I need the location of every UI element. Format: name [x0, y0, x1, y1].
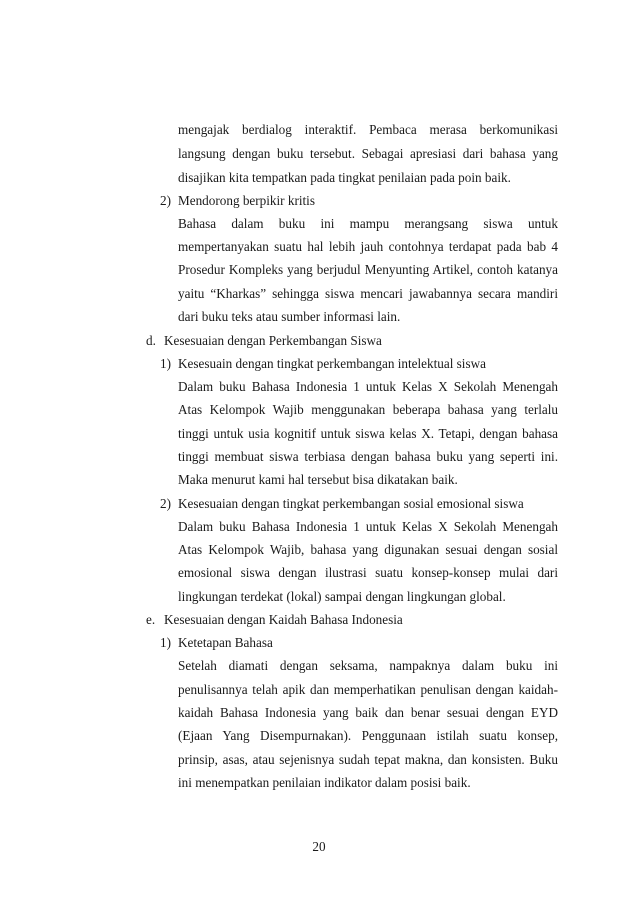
list-item-heading: [160, 495, 524, 513]
section-heading: [146, 332, 382, 350]
section-letter: d.: [146, 333, 156, 348]
list-number: 1): [160, 356, 171, 371]
paragraph-line: Prosedur Kompleks yang berjudul Menyunting Artikel, contoh katanya: [178, 262, 558, 277]
paragraph-line: Atas Kelompok Wajib, bahasa yang digunakan sesuai dengan sosial: [178, 542, 558, 557]
paragraph-line: langsung dengan buku tersebut. Sebagai apresiasi dari bahasa yang: [178, 146, 558, 161]
section-title: Kesesuaian dengan Kaidah Bahasa Indonesia: [164, 612, 403, 627]
section-letter: e.: [146, 612, 156, 627]
paragraph-line: Dalam buku Bahasa Indonesia 1 untuk Kelas X Sekolah Menengah: [178, 379, 558, 394]
list-item-heading: [160, 634, 273, 652]
paragraph-line: Dalam buku Bahasa Indonesia 1 untuk Kelas X Sekolah Menengah: [178, 519, 558, 534]
list-number: 2): [160, 193, 171, 208]
paragraph-line: dari buku teks atau sumber informasi lain.: [178, 309, 401, 324]
paragraph-line: prinsip, asas, atau sejenisnya sudah tepat makna, dan konsisten. Buku: [178, 752, 558, 767]
paragraph-line: tinggi membuat siswa terbiasa dengan bahasa buku yang seperti ini.: [178, 449, 558, 464]
list-item-title: Kesesuain dengan tingkat perkembangan intelektual siswa: [178, 356, 486, 371]
list-item-heading: [160, 192, 315, 210]
list-number: 1): [160, 635, 171, 650]
paragraph-line: kaidah Bahasa Indonesia yang baik dan benar sesuai dengan EYD: [178, 705, 558, 720]
paragraph-line: penulisannya telah apik dan memperhatikan penulisan dengan kaidah-: [178, 682, 558, 697]
list-number: 2): [160, 496, 171, 511]
paragraph-line: Bahasa dalam buku ini mampu merangsang siswa untuk: [178, 216, 558, 231]
paragraph-line: ini menempatkan penilaian indikator dalam posisi baik.: [178, 775, 471, 790]
paragraph-line: Maka menurut kami hal tersebut bisa dikatakan baik.: [178, 472, 458, 487]
paragraph-line: Setelah diamati dengan seksama, nampaknya dalam buku ini: [178, 658, 558, 673]
list-item-title: Kesesuaian dengan tingkat perkembangan sosial emosional siswa: [178, 496, 524, 511]
paragraph-line: lingkungan terdekat (lokal) sampai dengan lingkungan global.: [178, 589, 506, 604]
paragraph-line: (Ejaan Yang Disempurnakan). Penggunaan istilah suatu konsep,: [178, 728, 558, 743]
paragraph-line: mempertanyakan suatu hal lebih jauh contohnya terdapat pada bab 4: [178, 239, 558, 254]
paragraph-line: emosional siswa dengan ilustrasi suatu konsep-konsep mulai dari: [178, 565, 558, 580]
section-heading: [146, 611, 403, 629]
paragraph-line: disajikan kita tempatkan pada tingkat penilaian pada poin baik.: [178, 170, 511, 185]
list-item-heading: [160, 355, 486, 373]
list-item-title: Ketetapan Bahasa: [178, 635, 273, 650]
list-item-title: Mendorong berpikir kritis: [178, 193, 315, 208]
paragraph-line: yaitu “Kharkas” sehingga siswa mencari jawabannya secara mandiri: [178, 286, 558, 301]
paragraph-line: mengajak berdialog interaktif. Pembaca merasa berkomunikasi: [178, 122, 558, 137]
page-number: 20: [312, 839, 326, 854]
paragraph-line: Atas Kelompok Wajib menggunakan beberapa bahasa yang terlalu: [178, 402, 558, 417]
section-title: Kesesuaian dengan Perkembangan Siswa: [164, 333, 382, 348]
paragraph-line: tinggi untuk usia kognitif untuk siswa kelas X. Tetapi, dengan bahasa: [178, 426, 558, 441]
